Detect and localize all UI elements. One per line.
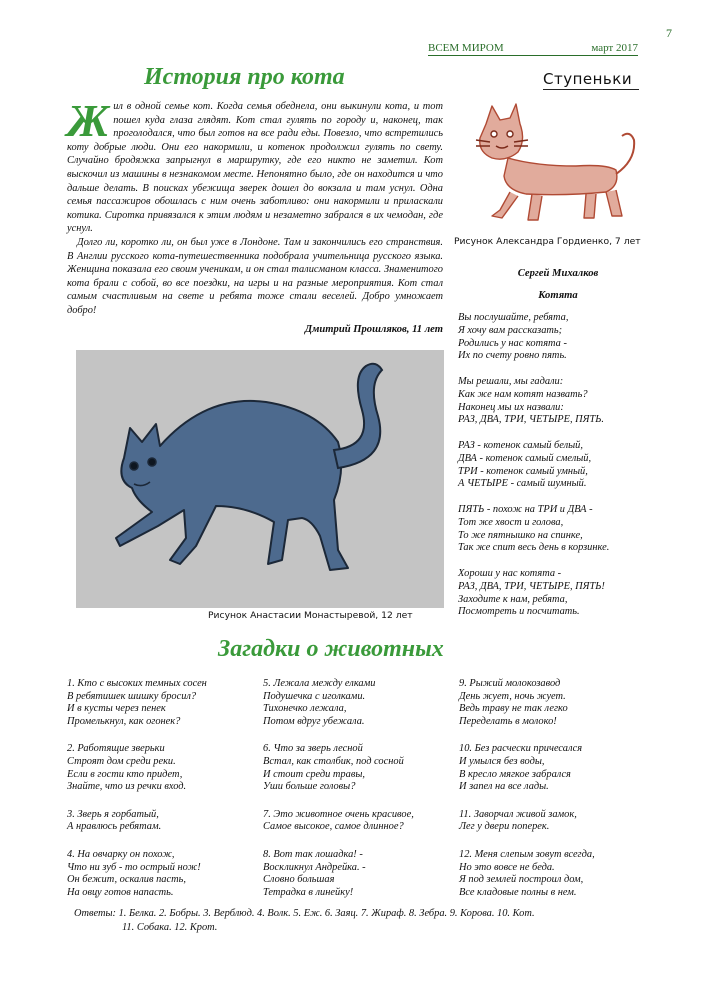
- poem-line: ТРИ - котенок самый умный,: [458, 465, 588, 477]
- poem-line: Как же нам котят назвать?: [458, 388, 588, 400]
- poem-line: РАЗ - котенок самый белый,: [458, 439, 583, 451]
- story-author: Дмитрий Прошляков, 11 лет: [304, 324, 443, 335]
- drawing-caption-1: Рисунок Александра Гордиенко, 7 лет: [454, 236, 641, 247]
- poem-stanza: [458, 312, 668, 363]
- publication-name: ВСЕМ МИРОМ: [428, 42, 504, 54]
- riddle: 5. Лежала между елками Подушечка с иголками. Тихонечко лежала, Потом вдруг убежала.: [263, 678, 376, 727]
- story-paragraph-1: Жил в одной семье кот. Когда семья обеднела, они выкинули кота, и тот пошел куда глаза глядят. Кот стал гулять по городу и, наконец, так проголодался, что был готов на все ради еды. Повезло, что встретились коту добрые люди. Они его накормили, и котенок продолжил гулять по свету. Случайно бродяжка запрыгнул в маршрутку, где его никто не заметил. Кот выскочил из машины в незнакомом месте. Непонятно было, где он находится и что дальше делать. В поисках убежища зверек дошел до вокзала и там уснул. Одна семья пассажиров обошлась с ним очень заботливо: они накормили и приласкали котика. Сиротка привязался к этим людям и незаметно забрался в их чемодан, где уснул.: [67, 95, 443, 235]
- riddle: 7. Это животное очень красивое, Самое высокое, самое длинное?: [263, 808, 414, 833]
- poem-line: То же пятнышко на спинке,: [458, 529, 583, 541]
- poem-line: Хороши у нас котята -: [458, 567, 562, 579]
- story-body: [67, 95, 443, 318]
- riddle: 4. На овчарку он похож, Что ни зуб - то острый нож! Он бежит, оскалив пасть, На овцу готов напасть.: [67, 848, 201, 898]
- cat-drawing-orange: [466, 100, 646, 235]
- answers-line-2: 11. Собака. 12. Крот.: [122, 921, 218, 933]
- poem-line: Наконец мы их назвали:: [458, 401, 564, 413]
- issue-date: март 2017: [591, 42, 638, 54]
- running-header: [428, 42, 638, 56]
- poem-line: Родились у нас котята -: [458, 337, 567, 349]
- poem-line: Так же спит весь день в корзинке.: [458, 542, 610, 554]
- poem-line: РАЗ, ДВА, ТРИ, ЧЕТЫРЕ, ПЯТЬ!: [458, 580, 605, 592]
- riddle: 9. Рыжий молокозавод День жует, ночь жует. Ведь траву не так легко Переделать в молоко!: [459, 678, 568, 727]
- poem-line: Мы решали, мы гадали:: [458, 375, 564, 387]
- poem-line: А ЧЕТЫРЕ - самый шумный.: [458, 478, 587, 490]
- riddles-title: Загадки о животных: [218, 636, 444, 662]
- story-paragraph-2: Долго ли, коротко ли, он был уже в Лондоне. Там и закончились его странствия. В Англии русского кота-путешественника подобрала учительница русского языка. Женщина показала его своим ученикам, и он стал талисманом класса. Знаменитого кота брали с собой, во все поездки, на игры и на разные мероприятия. Кот стал самым счастливым на свете и ребята тоже стали веселей. Добро умножает добро!: [67, 236, 443, 316]
- riddle: 2. Работящие зверьки Строят дом среди реки. Если в гости кто придет, Знайте, что из речки вход.: [67, 743, 187, 793]
- poem-stanza: [458, 568, 668, 619]
- answers: [74, 907, 644, 934]
- riddle: 3. Зверь я горбатый, А нравлюсь ребятам.: [67, 808, 162, 833]
- poem-line: РАЗ, ДВА, ТРИ, ЧЕТЫРЕ, ПЯТЬ.: [458, 414, 604, 426]
- poem-line: Посмотреть и посчитать.: [458, 606, 580, 618]
- poem-line: ДВА - котенок самый смелый,: [458, 452, 592, 464]
- poem-body: [458, 312, 668, 632]
- story-title: История про кота: [144, 64, 345, 90]
- riddle: 6. Что за зверь лесной Встал, как столбик, под сосной И стоит среди травы, Уши больше головы?: [263, 743, 404, 793]
- page-number: 7: [666, 26, 672, 40]
- poem-line: Тот же хвост и голова,: [458, 516, 564, 528]
- poem-line: Их по счету ровно пять.: [458, 350, 567, 362]
- poem-stanza: [458, 440, 668, 491]
- drawing-caption-2: Рисунок Анастасии Монастыревой, 12 лет: [208, 610, 413, 621]
- poem-line: Я хочу вам рассказать;: [458, 324, 563, 336]
- section-label: Ступеньки: [543, 70, 639, 90]
- poem-title: Котята: [538, 290, 578, 301]
- riddles-column: [263, 678, 459, 914]
- poem-line: Вы послушайте, ребята,: [458, 312, 569, 323]
- poem-line: Заходите к нам, ребята,: [458, 593, 568, 605]
- riddle: 8. Вот так лошадка! - Воскликнул Андрейка. - Словно большая Тетрадка в линейку!: [263, 848, 366, 898]
- riddles-column: [459, 678, 655, 914]
- drop-cap: Ж: [67, 95, 110, 146]
- riddles-column: [67, 678, 263, 914]
- poem-stanza: [458, 376, 668, 427]
- poem-author: Сергей Михалков: [517, 268, 599, 279]
- answers-line-1: Ответы: 1. Белка. 2. Бобры. 3. Верблюд. 4. Волк. 5. Еж. 6. Заяц. 7. Жираф. 8. Зебра. 9. Корова. 10. Кот.: [74, 908, 535, 919]
- riddle: 10. Без расчески причесался И умылся без воды, В кресло мягкое забрался И запел на все лады.: [459, 743, 583, 793]
- riddle: 12. Меня слепым зовут всегда, Но это вовсе не беда. Я под землей построил дом, Все кладовые полны в нем.: [459, 848, 595, 898]
- riddles-grid: [67, 678, 667, 914]
- riddle: 1. Кто с высоких темных сосен В ребятишек шишку бросил? И в кусты через пенек Промелькнул, как огонек?: [67, 678, 207, 727]
- poem-line: ПЯТЬ - похож на ТРИ и ДВА -: [458, 503, 593, 515]
- cat-drawing-gray: [76, 350, 444, 608]
- poem-stanza: [458, 504, 668, 555]
- riddle: 11. Заворчал живой замок, Лег у двери поперек.: [459, 808, 577, 833]
